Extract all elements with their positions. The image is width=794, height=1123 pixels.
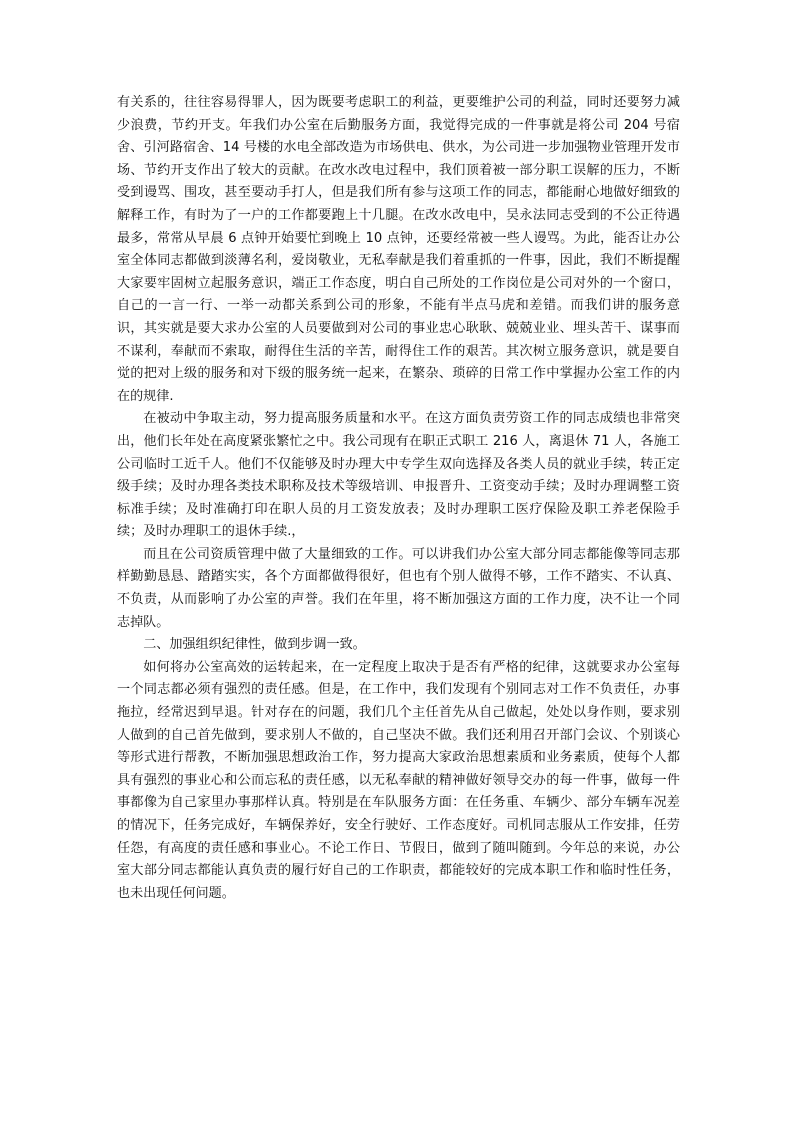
paragraph-labor-work: 在被动中争取主动，努力提高服务质量和水平。在这方面负责劳资工作的同志成绩也非常突出，他们长年处在高度紧张繁忙之中。我公司现有在职正式职工 216 人，离退休 71 人，各施工公司临时工近千人。他们不仅能够及时办理大中专学生双向选择及各类人员的就业手续，转正定级手续；及时办理各类技术职称及技术等级培训、申报晋升、工资变动手续；及时办理调整工资标准手续；及时准确打印在职人员的月工资发放表；及时办理职工医疗保险及职工养老保险手续；及时办理职工的退休手续.， — [117, 411, 680, 540]
document-body — [117, 92, 680, 905]
section-heading-discipline: 二、加强组织纪律性，做到步调一致。 — [143, 637, 366, 653]
paragraph-qualification-management: 而且在公司资质管理中做了大量细致的工作。可以讲我们办公室大部分同志都能像等同志那样勤勤恳恳、踏踏实实，各个方面都做得很好，但也有个别人做得不够，工作不踏实、不认真、不负责，从而影响了办公室的声誉。我们在年里，将不断加强这方面的工作力度，决不让一个同志掉队。 — [117, 546, 680, 630]
paragraph-logistics-service: 有关系的，往往容易得罪人，因为既要考虑职工的利益，更要维护公司的利益，同时还要努力减少浪费，节约开支。年我们办公室在后勤服务方面，我觉得完成的一件事就是将公司 204 号宿舍、引河路宿舍、14 号楼的水电全部改造为市场供电、供水，为公司进一步加强物业管理开发市场、节约开支作出了较大的贡献。在改水改电过程中，我们顶着被一部分职工误解的压力，不断受到谩骂、围攻，甚至要动手打人，但是我们所有参与这项工作的同志，都能耐心地做好细致的解释工作，有时为了一户的工作都要跑上十几腿。在改水改电中，吴永法同志受到的不公正待遇最多，常常从早晨 6 点钟开始要忙到晚上 10 点钟，还要经常被一些人谩骂。为此，能否让办公室全体同志都做到淡薄名利，爱岗敬业，无私奉献是我们着重抓的一件事，因此，我们不断提醒大家要牢固树立起服务意识，端正工作态度，明白自己所处的工作岗位是公司对外的一个窗口，自己的一言一行、一举一动都关系到公司的形象，不能有半点马虎和差错。而我们讲的服务意识，其实就是要大求办公室的人员要做到对公司的事业忠心耿耿、兢兢业业、埋头苦干、谋事而不谋利，奉献而不索取，耐得住生活的辛苦，耐得住工作的艰苦。其次树立服务意识，就是要自觉的把对上级的服务和对下级的服务统一起来，在繁杂、琐碎的日常工作中掌握办公室工作的内在的规律. — [117, 95, 680, 404]
paragraph-discipline: 如何将办公室高效的运转起来，在一定程度上取决于是否有严格的纪律，这就要求办公室每一个同志都必须有强烈的责任感。但是，在工作中，我们发现有个别同志对工作不负责任，办事拖拉，经常迟到早退。针对存在的问题，我们几个主任首先从自己做起，处处以身作则，要求别人做到的自己首先做到，要求别人不做的，自己坚决不做。我们还利用召开部门会议、个别谈心等形式进行帮教，不断加强思想政治工作，努力提高大家政治思想素质和业务素质，使每个人都具有强烈的事业心和公而忘私的责任感，以无私奉献的精神做好领导交办的每一件事，做每一件事都像为自己家里办事那样认真。特别是在车队服务方面：在任务重、车辆少、部分车辆车况差的情况下，任务完成好，车辆保养好，安全行驶好、工作态度好。司机同志服从工作安排，任劳任怨，有高度的责任感和事业心。不论工作日、节假日，做到了随叫随到。今年总的来说，办公室大部分同志都能认真负责的履行好自己的工作职责，都能较好的完成本职工作和临时性任务，也未出现任何问题。 — [117, 659, 680, 901]
